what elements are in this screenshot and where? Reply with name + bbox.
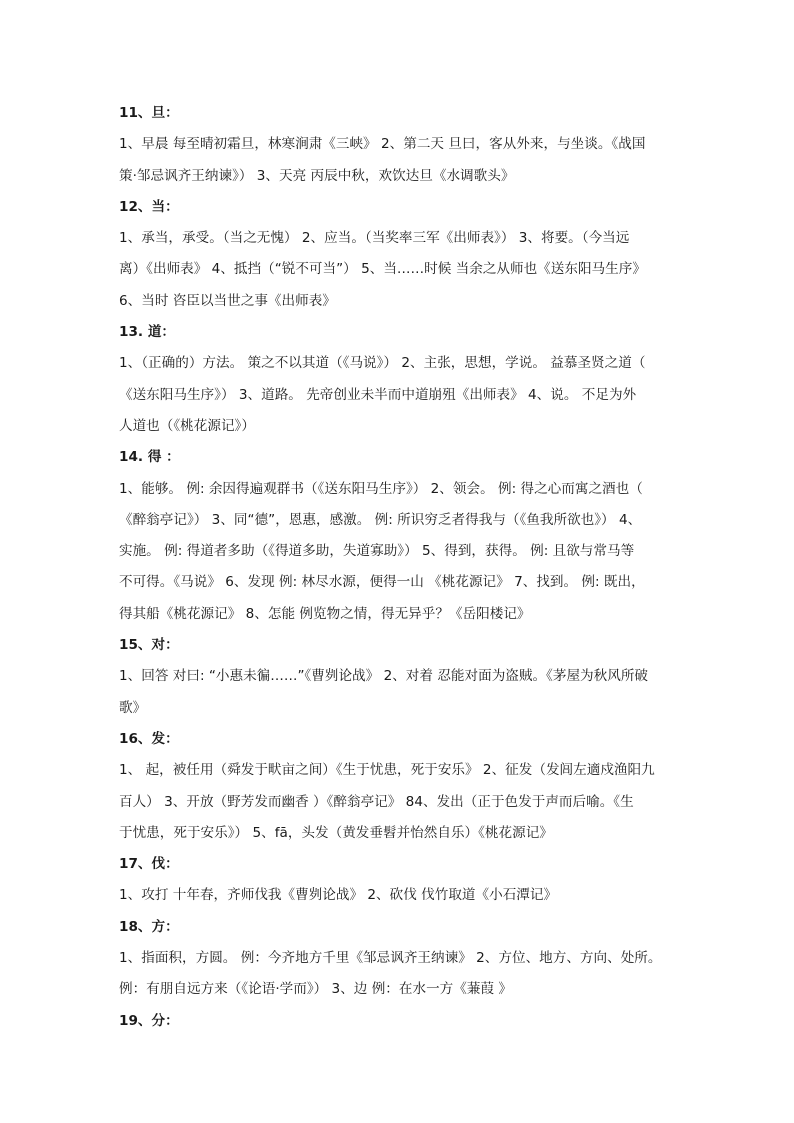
text-line: 歌》 (119, 699, 147, 716)
text-line: 1、早晨 每至晴初霜旦，林寒涧肃《三峡》 2、第二天 旦曰，客从外来，与坐谈。《战国 (119, 136, 646, 153)
section-heading: 13. 道： (119, 324, 176, 341)
text-line: 例：有朋自远方来（《论语·学而》） 3、边 例：在水一方《蒹葭 》 (119, 981, 512, 998)
text-line: 人道也（《桃花源记》） (119, 417, 255, 434)
text-line: 百人） 3、开放（野芳发而幽香 ）《醉翁亭记》 84、发出（正于色发于声而后喻。《生 (119, 793, 634, 810)
text-line: 1、攻打 十年春，齐师伐我《曹刿论战》 2、砍伐 伐竹取道《小石潭记》 (119, 887, 558, 904)
section-heading: 17、伐： (119, 856, 179, 873)
text-line: 1、能够。 例: 余因得遍观群书（《送东阳马生序》） 2、领会。 例: 得之心而寓之酒也（ (119, 480, 643, 497)
text-line: 不可得。《马说》 6、发现 例: 林尽水源，便得一山 《桃花源记》 7、找到。 例: 既出， (119, 574, 645, 591)
text-line: 1、（正确的）方法。 策之不以其道（《马说》） 2、主张，思想，学说。 益慕圣贤之道（ (119, 355, 646, 372)
section-heading: 11、旦： (119, 105, 179, 121)
text-line: 6、当时 咨臣以当世之事《出师表》 (119, 292, 336, 309)
section-heading: 15、对： (119, 637, 179, 654)
section-heading: 18、方： (119, 918, 179, 935)
text-line: 1、回答 对曰: “小惠未徧……”《曹刿论战》 2、对着 忍能对面为盗贼。《茅屋为秋风所破 (119, 668, 649, 685)
text-line: 《醉翁亭记》） 3、同“德”，恩惠，感激。 例: 所识穷乏者得我与（《鱼我所欲也》） 4、 (119, 511, 642, 528)
section-heading: 12、当： (119, 198, 179, 215)
text-line: 1、指面积，方圆。 例：今齐地方千里《邹忌讽齐王纳谏》 2、方位、地方、方向、处所。 (119, 950, 662, 967)
section-heading: 19、分： (119, 1012, 179, 1029)
text-line: 离）《出师表》 4、抵挡（“锐不可当”） 5、当……时候 当余之从师也《送东阳马生序》 (119, 261, 646, 278)
text-line: 1、承当，承受。（当之无愧） 2、应当。（当奖率三军《出师表》） 3、将要。（今当远 (119, 230, 630, 247)
section-heading: 14. 得 ： (119, 449, 180, 466)
section-heading: 16、发： (119, 730, 179, 747)
text-line: 于忧患，死于安乐》） 5、fā，头发（黄发垂髫并怡然自乐）《桃花源记》 (119, 824, 553, 841)
document-body (119, 98, 679, 1037)
text-line: 《送东阳马生序》） 3、道路。 先帝创业未半而中道崩殂《出师表》 4、说。 不足为外 (119, 386, 637, 403)
text-line: 实施。 例: 得道者多助（《得道多助，失道寡助》） 5、得到，获得。 例: 且欲与常马等 (119, 543, 635, 560)
text-line: 策·邹忌讽齐王纳谏》） 3、天亮 丙辰中秋，欢饮达旦《水调歌头》 (119, 167, 515, 184)
text-line: 1、 起，被任用（舜发于畎亩之间）《生于忧患，死于安乐》 2、征发（发闾左適戍渔阳九 (119, 762, 655, 779)
text-line: 得其船《桃花源记》 8、怎能 例览物之情，得无异乎？《岳阳楼记》 (119, 605, 531, 622)
